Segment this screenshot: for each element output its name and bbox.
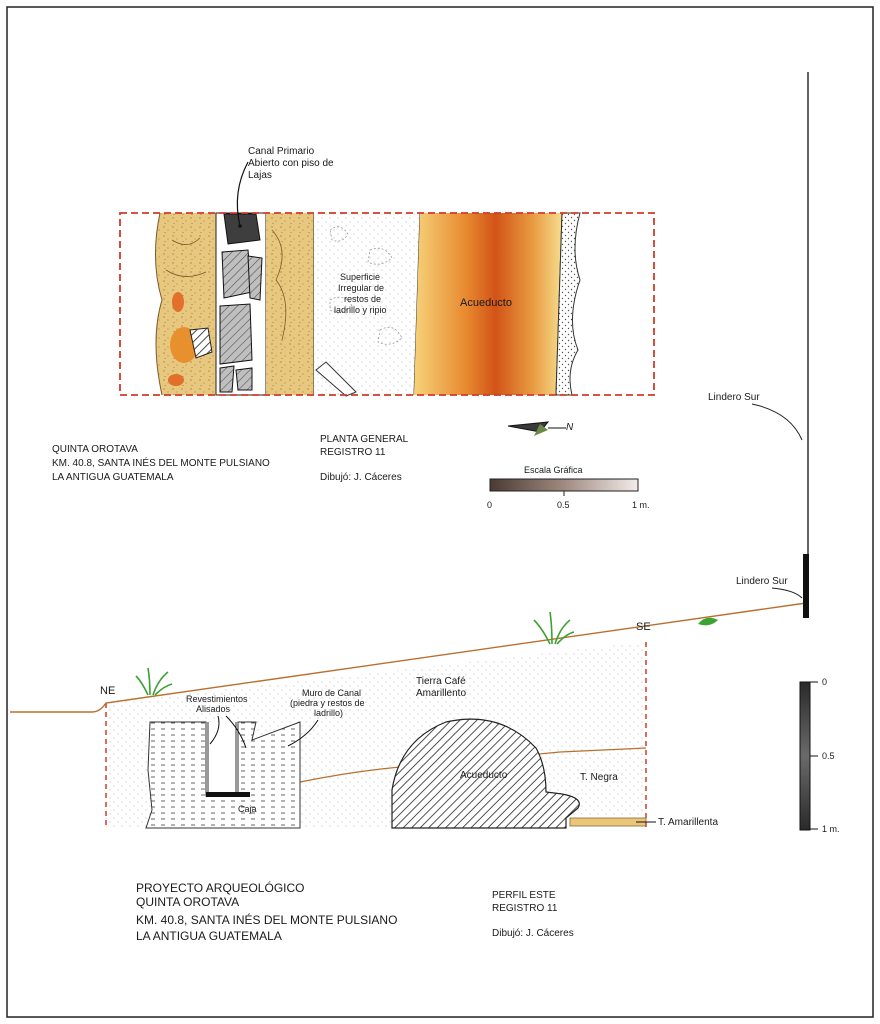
plan-drawing-line-1: PLANTA GENERAL: [320, 434, 409, 445]
profile-author: Dibujó: J. Cáceres: [492, 928, 574, 939]
plan-flagstone-6: [236, 368, 252, 390]
profile-coatings-label-1: Revestimientos: [186, 694, 248, 704]
profile-project-line-4: LA ANTIGUA GUATEMALA: [136, 929, 282, 943]
profile-black-soil-label: T. Negra: [580, 772, 618, 783]
profile-drawing-line-1: PERFIL ESTE: [492, 890, 556, 901]
profile-project-line-2: QUINTA OROTAVA: [136, 895, 240, 909]
profile-corner-ne: NE: [100, 685, 116, 697]
profile-project-line-3: KM. 40.8, SANTA INÉS DEL MONTE PULSIANO: [136, 913, 398, 927]
plan-surface-label-4: ladrillo y ripio: [334, 305, 387, 315]
plan-earth-right: [266, 213, 314, 395]
profile-boundary-marker: [803, 554, 809, 618]
plan-callout-dot: [238, 224, 242, 228]
plan-author: Dibujó: J. Cáceres: [320, 472, 402, 483]
vertical-scale-label-1: 1 m.: [822, 824, 840, 834]
profile-soil-label-1: Tierra Café: [416, 676, 466, 687]
plan-surface-label-3: restos de: [344, 294, 382, 304]
scale-tick-05: 0.5: [557, 500, 570, 510]
plan-callout-line-3: Lajas: [248, 170, 272, 181]
plan-orange-stain-1: [172, 292, 184, 312]
sheet-frame: [7, 7, 873, 1017]
plan-surface-label-2: Irregular de: [338, 283, 385, 293]
profile-drawing-line-2: REGISTRO 11: [492, 903, 558, 914]
profile-aqueduct-label: Acueducto: [460, 770, 508, 781]
scale-bar: [490, 479, 638, 491]
plan-flagstone-1: [224, 214, 260, 244]
north-label: N: [566, 422, 574, 433]
plan-site-line-2: KM. 40.8, SANTA INÉS DEL MONTE PULSIANO: [52, 458, 270, 469]
plan-drawing-line-2: REGISTRO 11: [320, 447, 386, 458]
profile-yellow-stratum: [570, 818, 646, 826]
profile-boundary-label: Lindero Sur: [736, 576, 788, 587]
profile-wall-label-3: ladrillo): [314, 708, 344, 718]
plan-flagstone-2: [222, 250, 252, 298]
profile-channel-floor: [206, 792, 250, 797]
scale-tick-1: 1 m.: [632, 500, 650, 510]
plan-aqueduct-label: Acueducto: [460, 297, 512, 309]
plan-orange-stain-3: [168, 374, 184, 386]
plan-site-line-3: LA ANTIGUA GUATEMALA: [52, 472, 174, 483]
plan-boundary-label: Lindero Sur: [708, 392, 760, 403]
scale-title: Escala Gráfica: [524, 465, 583, 475]
plan-site-line-1: QUINTA OROTAVA: [52, 444, 138, 455]
plan-flagstone-4: [220, 304, 252, 364]
profile-yellow-soil-label: T. Amarillenta: [658, 817, 719, 828]
profile-box-label: Caja: [238, 804, 257, 814]
profile-project-line-1: PROYECTO ARQUEOLÓGICO: [136, 881, 305, 895]
plan-callout-line-2: Abierto con piso de: [248, 158, 334, 169]
plan-flagstone-3: [248, 256, 262, 300]
profile-wall-label-1: Muro de Canal: [302, 688, 362, 698]
vertical-scale-label-05: 0.5: [822, 751, 835, 761]
profile-channel-void: [208, 722, 236, 794]
plan-flagstone-5: [220, 366, 234, 392]
profile-wall-label-2: (piedra y restos de: [290, 698, 365, 708]
vertical-scale-label-0: 0: [822, 677, 828, 687]
plan-callout-line-1: Canal Primario: [248, 146, 315, 157]
plan-surface-label-1: Superficie: [340, 272, 381, 282]
profile-corner-se: SE: [636, 621, 651, 633]
scale-tick-0: 0: [487, 500, 493, 510]
vertical-scale-bar: [800, 682, 810, 830]
profile-soil-label-2: Amarillento: [416, 688, 467, 699]
profile-coatings-label-2: Alisados: [196, 704, 231, 714]
